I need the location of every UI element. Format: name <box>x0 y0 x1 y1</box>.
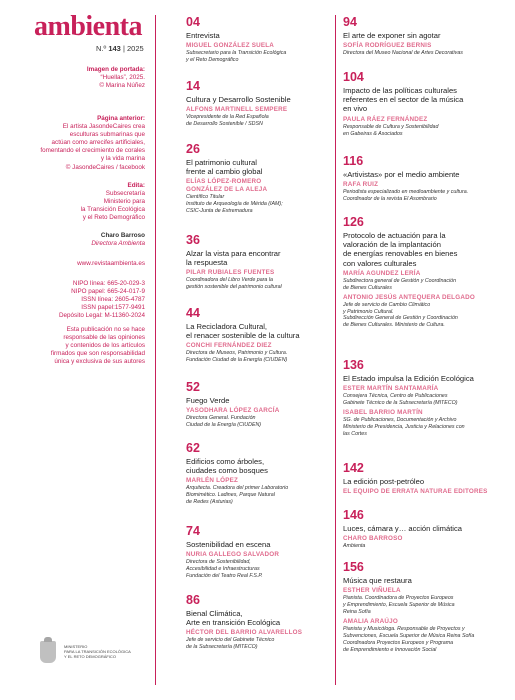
article-title: frente al cambio global <box>186 167 263 177</box>
author-role: de Desarrollo Sostenible / SDSN <box>186 121 263 128</box>
id-line: NIPO papel: 665-24-017-9 <box>71 288 145 296</box>
page-number: 146 <box>343 508 364 522</box>
toc-entry[interactable] <box>343 154 503 203</box>
author-role: Directora del Museo Nacional de Artes Decorativas <box>343 50 463 57</box>
text-line: responsable de las opiniones <box>63 334 145 342</box>
author-name: ESTER MARTÍN SANTAMARÍA <box>343 385 439 393</box>
id-line: Depósito Legal: M-11360-2024 <box>59 312 145 320</box>
page-number: 142 <box>343 461 364 475</box>
ministry-line: PARA LA TRANSICIÓN ECOLÓGICA <box>64 649 131 654</box>
author-name: EL EQUIPO DE ERRATA NATURAE EDITORES <box>343 488 488 496</box>
author-name: CONCHI FERNÁNDEZ DIEZ <box>186 342 272 350</box>
article-title: El arte de exponer sin agotar <box>343 31 441 40</box>
page-number: 94 <box>343 15 357 29</box>
toc-entry[interactable] <box>343 461 503 496</box>
publisher-text <box>30 190 145 222</box>
page-number: 156 <box>343 560 364 574</box>
issue-number: N.º 143 | 2025 <box>96 44 144 53</box>
page-number: 126 <box>343 215 364 229</box>
article-title: valoración de la implantación <box>343 240 441 250</box>
toc-entry[interactable] <box>343 358 503 438</box>
cover-title: “Huellas”, 2025. <box>100 74 145 82</box>
article-title: Edificios como árboles, <box>186 457 265 466</box>
cover-heading: Imagen de portada: <box>86 66 145 73</box>
author-role: Instituto de Arqueología de Mérida (IAM); <box>186 201 283 208</box>
author-role: Periodista especializado en medioambiente y cultura. <box>343 189 469 196</box>
page-number: 86 <box>186 593 200 607</box>
toc-entry[interactable] <box>186 380 349 429</box>
toc-entry[interactable] <box>343 560 503 654</box>
author-role: Coordinadora Proyectos Europeos y Programa <box>343 639 454 646</box>
toc-entry[interactable] <box>343 15 503 57</box>
toc-entry[interactable] <box>186 524 349 580</box>
author-role: de Redes (Asturias) <box>186 499 233 506</box>
article-title: referentes en el sector de la música <box>343 95 464 105</box>
author-name: ISABEL BARRIO MARTÍN <box>343 409 423 417</box>
article-title: en vivo <box>343 104 368 114</box>
director-role: Directora Ambienta <box>91 240 145 248</box>
author-role: Responsable de Cultura y Sostenibilidad <box>343 123 439 130</box>
author-role: Ambienta <box>343 543 366 550</box>
text-line: © JasondeCaires / facebook <box>65 163 145 171</box>
author-role: y el Reto Demográfico <box>186 57 239 64</box>
author-role: y Patrimonio Cultural. <box>343 308 394 315</box>
article-title: Fuego Verde <box>186 396 230 405</box>
text-line: El artista JasondeCaires crea <box>62 123 145 131</box>
author-role: Ministerio de Presidencia, Justicia y Relaciones con <box>343 423 465 430</box>
director-block <box>30 232 145 248</box>
ministry-name <box>64 644 144 659</box>
author-role: gestión sostenible del patrimonio cultural <box>186 284 282 291</box>
ministry-line: MINISTERIO <box>64 644 88 649</box>
article-title: Bienal Climática, <box>186 609 243 618</box>
text-line: fomentando el crecimiento de corales <box>40 147 145 155</box>
author-name: MARÍA AGUNDEZ LERÍA <box>343 269 421 277</box>
article-title: con valores culturales <box>343 258 417 268</box>
toc-entry[interactable] <box>186 441 349 506</box>
ministry-line: Y EL RETO DEMOGRÁFICO <box>64 654 116 659</box>
author-name: ALFONS MARTINELL SEMPERE <box>186 106 288 114</box>
toc-entry[interactable] <box>186 142 349 215</box>
author-role: SG. de Publicaciones, Documentación y Archivo <box>343 417 457 424</box>
page-number: 74 <box>186 524 200 538</box>
author-role: Directora de Museos, Patrimonio y Cultura. <box>186 350 288 357</box>
author-role: Consejera Técnica, Centro de Publicaciones <box>343 393 448 400</box>
text-line: firmados que son responsabilidad <box>50 350 145 358</box>
author-name: ANTONIO JESÚS ANTEQUERA DELGADO <box>343 293 475 301</box>
publisher-heading: Edita: <box>127 182 145 189</box>
author-name: SOFÍA RODRÍGUEZ BERNIS <box>343 42 432 50</box>
text-line: y el Reto Demográfico <box>82 214 145 222</box>
author-role: de la Subsecretaría (MITECO) <box>186 644 258 651</box>
disclaimer <box>30 326 145 366</box>
page-number: 14 <box>186 79 200 93</box>
toc-entry[interactable] <box>343 508 503 550</box>
author-role: las Cortes <box>343 430 367 437</box>
coat-of-arms-icon <box>40 641 56 663</box>
column-divider <box>155 15 156 685</box>
text-line: Esta publicación no se hace <box>66 326 145 333</box>
article-title: El patrimonio cultural <box>186 158 257 167</box>
publication-ids <box>30 280 145 320</box>
page-number: 62 <box>186 441 200 455</box>
author-role: de Emprendimiento e Innovación Social <box>343 646 437 653</box>
author-role: Científico Titular <box>186 194 225 201</box>
article-title: la respuesta <box>186 258 228 268</box>
toc-entry[interactable] <box>186 233 349 291</box>
author-role: Fundación Ciudad de la Energía (CIUDEN) <box>186 357 288 364</box>
article-title: Impacto de las políticas culturales <box>343 86 457 95</box>
toc-entry[interactable] <box>186 306 349 364</box>
article-title: Música que restaura <box>343 576 412 585</box>
author-name: YASODHARA LÓPEZ GARCÍA <box>186 407 280 415</box>
website-link[interactable]: www.revistaambienta.es <box>77 260 145 267</box>
toc-entry[interactable] <box>186 15 349 64</box>
text-line: actúan como arrecifes artificiales, <box>51 139 145 147</box>
cover-credit-block <box>30 66 145 90</box>
author-role: Accesibilidad e Infraestructuras <box>186 566 260 573</box>
article-title: de energías renovables en bienes <box>343 249 458 259</box>
author-role: Coordinador de la revista El Asombrario <box>343 196 437 203</box>
author-name: PILAR RUBIALES FUENTES <box>186 269 275 277</box>
text-line: Ministerio para <box>103 198 145 206</box>
author-name: RAFA RUIZ <box>343 181 379 189</box>
page-number: 136 <box>343 358 364 372</box>
author-name: CHARO BARROSO <box>343 535 403 543</box>
article-title: el renacer sostenible de la cultura <box>186 331 300 341</box>
text-line: y contenidos de los artículos <box>65 342 145 350</box>
author-role: Jefe de servicio del Gabinete Técnico <box>186 637 275 644</box>
page-number: 116 <box>343 154 364 168</box>
author-role: Arquitecta. Creadora del primer Laboratorio <box>186 485 289 492</box>
author-role: Gabinete Técnico de la Subsecretaría (MITECO) <box>343 400 458 407</box>
toc-entry[interactable] <box>343 215 503 329</box>
text-line: la Transición Ecológica <box>80 206 145 214</box>
author-role: Pianista y Musicóloga. Responsable de Proyectos y <box>343 625 465 632</box>
author-name: ELÍAS LÓPEZ-ROMERO <box>186 178 262 186</box>
article-title: Arte en transición Ecológica <box>186 618 281 628</box>
author-role: CSIC-Junta de Extremadura <box>186 208 253 215</box>
author-role: Fundación del Teatro Real F.S.P. <box>186 573 263 580</box>
article-title: La Recicladora Cultural, <box>186 322 268 331</box>
page-number: 04 <box>186 15 200 29</box>
id-line: NIPO línea: 665-20-029-3 <box>72 280 145 287</box>
author-role: Jefe de servicio de Cambio Climático <box>343 301 431 308</box>
previous-page-heading: Página anterior: <box>97 115 145 122</box>
author-name: NURIA GALLEGO SALVADOR <box>186 551 280 559</box>
article-title: ciudades como bosques <box>186 466 268 476</box>
page-number: 36 <box>186 233 200 247</box>
author-name: MARLÉN LÓPEZ <box>186 477 239 485</box>
cover-credit: © Marina Núñez <box>99 82 145 90</box>
page-number: 104 <box>343 70 364 84</box>
author-role: Coordinadora del Libro Verde para la <box>186 277 273 284</box>
toc-entry[interactable] <box>186 593 349 651</box>
id-line: ISSN línea: 2605-4787 <box>81 296 145 304</box>
author-role: Subvenciones, Escuela Superior de Música Reina Sofía <box>343 632 475 639</box>
author-role: y Emprendimiento, Escuela Superior de Música <box>343 602 455 609</box>
author-role: en Gabeiras & Asociados <box>343 130 403 137</box>
article-title: Sostenibilidad en escena <box>186 540 271 549</box>
author-name: MIGUEL GONZÁLEZ SUELA <box>186 42 275 50</box>
article-title: Alzar la vista para encontrar <box>186 249 281 258</box>
author-role: Subdirección General de Gestión y Coordinación <box>343 315 458 322</box>
previous-page-text <box>30 123 145 172</box>
text-line: única y exclusiva de sus autores <box>54 358 145 366</box>
author-role: Ciudad de la Energía (CIUDEN) <box>186 422 262 429</box>
article-title: Entrevista <box>186 31 220 40</box>
text-line: Subsecretaría <box>105 190 145 198</box>
author-role: Pianista. Coordinadora de Proyectos Europeos <box>343 595 454 602</box>
page-number: 26 <box>186 142 200 156</box>
text-line: y la vida marina <box>100 155 145 163</box>
article-title: «Artivistas» por el medio ambiente <box>343 170 460 179</box>
article-title: La edición post-petróleo <box>343 477 425 486</box>
author-role: Reina Sofía <box>343 609 371 616</box>
author-role: Biomimético. Ladines, Parque Natural <box>186 492 275 499</box>
author-role: Directora de Sostenibilidad, <box>186 559 251 566</box>
publisher-block <box>30 182 145 222</box>
previous-page-block <box>30 115 145 172</box>
article-title: Cultura y Desarrollo Sostenible <box>186 95 291 104</box>
id-line: ISSN papel:1577-9491 <box>81 304 145 312</box>
author-role: Vicepresidente de la Red Española <box>186 114 269 121</box>
text-line: esculturas submarinas que <box>69 131 145 139</box>
author-name: GONZÁLEZ DE LA ALEJA <box>186 186 268 194</box>
author-name: AMALIA ARAÚJO <box>343 617 398 625</box>
author-role: Subsecretario para la Transición Ecológica <box>186 50 287 57</box>
author-name: HÉCTOR DEL BARRIO ALVARELLOS <box>186 629 303 637</box>
director-name: Charo Barroso <box>100 232 145 239</box>
page-number: 44 <box>186 306 200 320</box>
toc-entry[interactable] <box>186 79 349 128</box>
author-name: PAULA RÁEZ FERNÁNDEZ <box>343 115 428 123</box>
author-role: Subdirectora general de Gestión y Coordinación <box>343 277 457 284</box>
author-role: de Bienes Culturales. Ministerio de Cultura. <box>343 322 445 329</box>
author-role: de Bienes Culturales <box>343 284 392 291</box>
toc-entry[interactable] <box>343 70 503 137</box>
author-name: ESTHER VIÑUELA <box>343 587 401 595</box>
article-title: El Estado impulsa la Edición Ecológica <box>343 374 474 383</box>
page-number: 52 <box>186 380 200 394</box>
author-role: Directora General. Fundación <box>186 415 256 422</box>
article-title: Luces, cámara y… acción climática <box>343 524 463 533</box>
article-title: Protocolo de actuación para la <box>343 231 446 240</box>
magazine-logo: ambienta <box>34 11 142 42</box>
